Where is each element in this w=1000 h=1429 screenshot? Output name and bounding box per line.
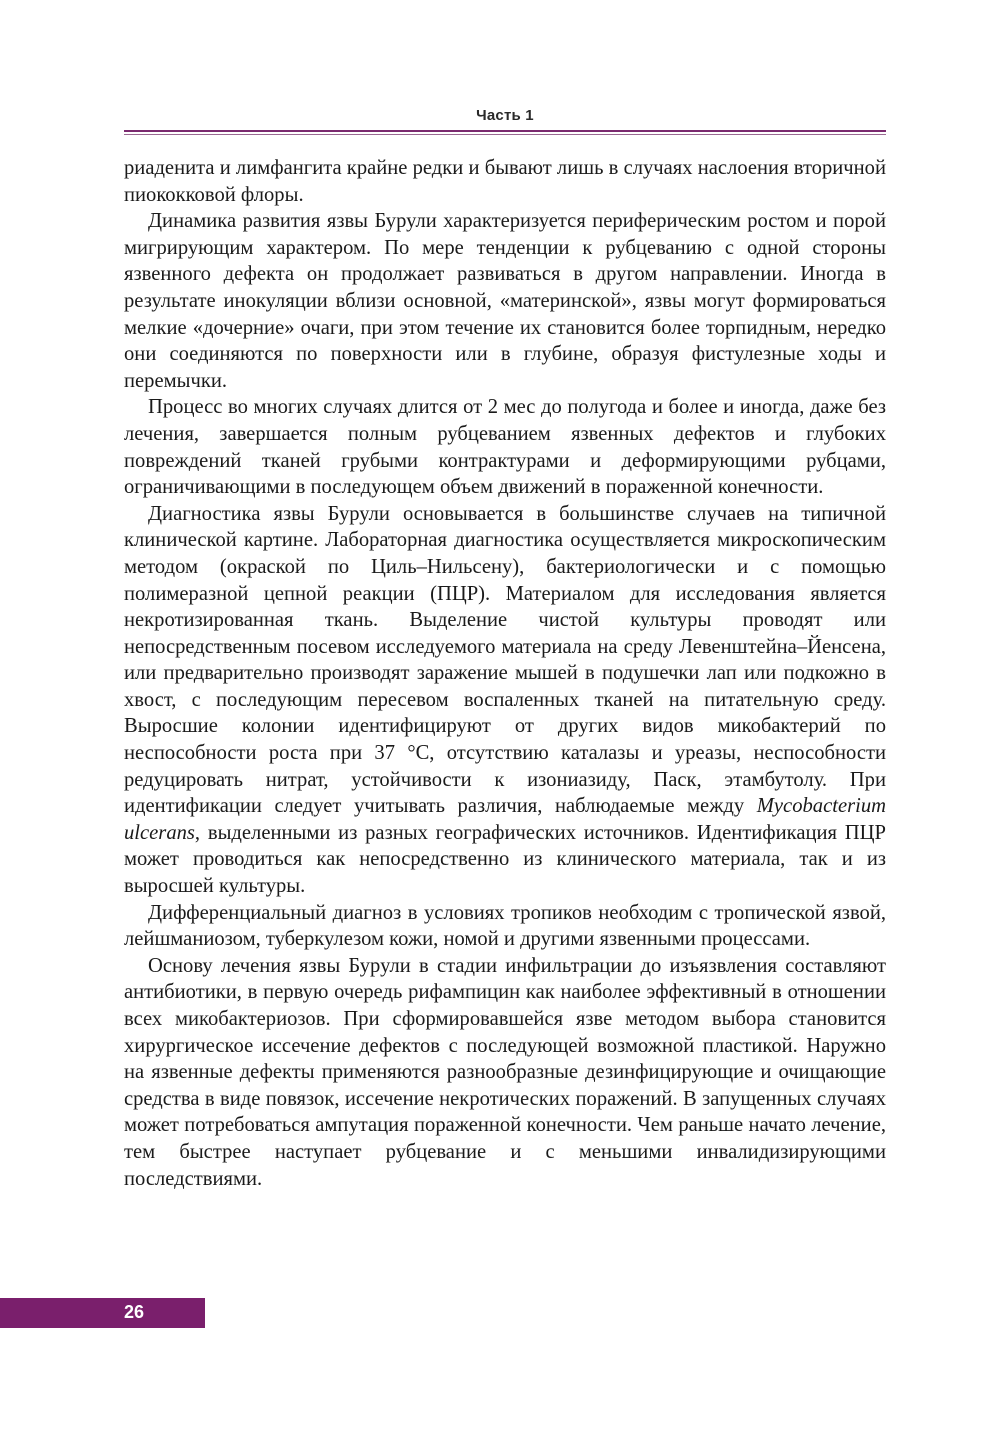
species-name: Mycobacterium ulcerans	[124, 795, 886, 844]
paragraph-5: Дифференциальный диагноз в условиях тропиков необходим с тропической язвой, лейшманиозом, туберкулезом кожи, номой и другими язвенными процессами.	[124, 901, 886, 951]
running-head: Часть 1	[476, 107, 534, 124]
page-number: 26	[124, 1302, 145, 1322]
header-rule-thin	[124, 134, 886, 135]
paragraph-4	[124, 501, 886, 900]
folio-band	[0, 1298, 205, 1328]
paragraph-2: Динамика развития язвы Бурули характеризуется периферическим ростом и порой мигрирующим характером. По мере тенденции к рубцеванию с одной стороны язвенного дефекта он продолжает развиваться в другом направлении. Иногда в результате инокуляции вблизи основной, «материнской», язвы могут формироваться мелкие «дочерние» очаги, при этом течение их становится более торпидным, нередко они соединяются по поверхности или в глубине, образуя фистулезные ходы и перемычки.	[124, 210, 886, 392]
header-rule	[124, 130, 886, 132]
paragraph-6: Основу лечения язвы Бурули в стадии инфильтрации до изъязвления составляют антибиотики, в первую очередь рифампицин как наиболее эффективный в отношении всех микобактериозов. При сформировавшейся язве методом выбора становится хирургическое иссечение дефектов с последующей возможной пластикой. Наружно на язвенные дефекты применяются разнообразные дезинфицирующие и очищающие средства в виде повязок, иссечение некротических поражений. В запущенных случаях может потребоваться ампутация пораженной конечности. Чем раньше начато лечение, тем быстрее наступает рубцевание и с меньшими инвалидизирующими последствиями.	[124, 954, 886, 1190]
paragraph-4-part-1: Диагностика язвы Бурули основывается в большинстве случаев на типичной клинической картине. Лабораторная диагностика осуществляется микроскопическим методом (окраской по Циль–Нильсену), бактериологически и с помощью полимеразной цепной реакции (ПЦР). Материалом для исследования является некротизированная ткань. Выделение чистой культуры проводят или непосредственным посевом исследуемого материала на среду Левенштейна–Йенсена, или предварительно производят заражение мышей в подушечки лап или подкожно в хвост, с последующим пересевом воспаленных тканей на питательную среду. Выросшие колонии идентифицируют от других видов микобактерий по неспособности роста при 37 °C, отсутствию каталазы и уреазы, неспособности редуцировать нитрат, устойчивости к изониазиду, Паск, этамбутолу. При идентификации следует учитывать различия, наблюдаемые между	[124, 502, 886, 818]
body-text	[124, 155, 886, 1192]
paragraph-3: Процесс во многих случаях длится от 2 мес до полугода и более и иногда, даже без лечения, завершается полным рубцеванием язвенных дефектов и глубоких повреждений тканей грубыми контрактурами и деформирующими рубцами, ограничивающими в последующем объем движений в пораженной конечности.	[124, 396, 886, 499]
paragraph-4-part-2: , выделенными из разных географических источников. Идентификация ПЦР может проводиться как непосредственно из клинического материала, так и из выросшей культуры.	[124, 821, 886, 898]
paragraph-1: риаденита и лимфангита крайне редки и бывают лишь в случаях наслоения вторичной пиококковой флоры.	[124, 157, 886, 206]
